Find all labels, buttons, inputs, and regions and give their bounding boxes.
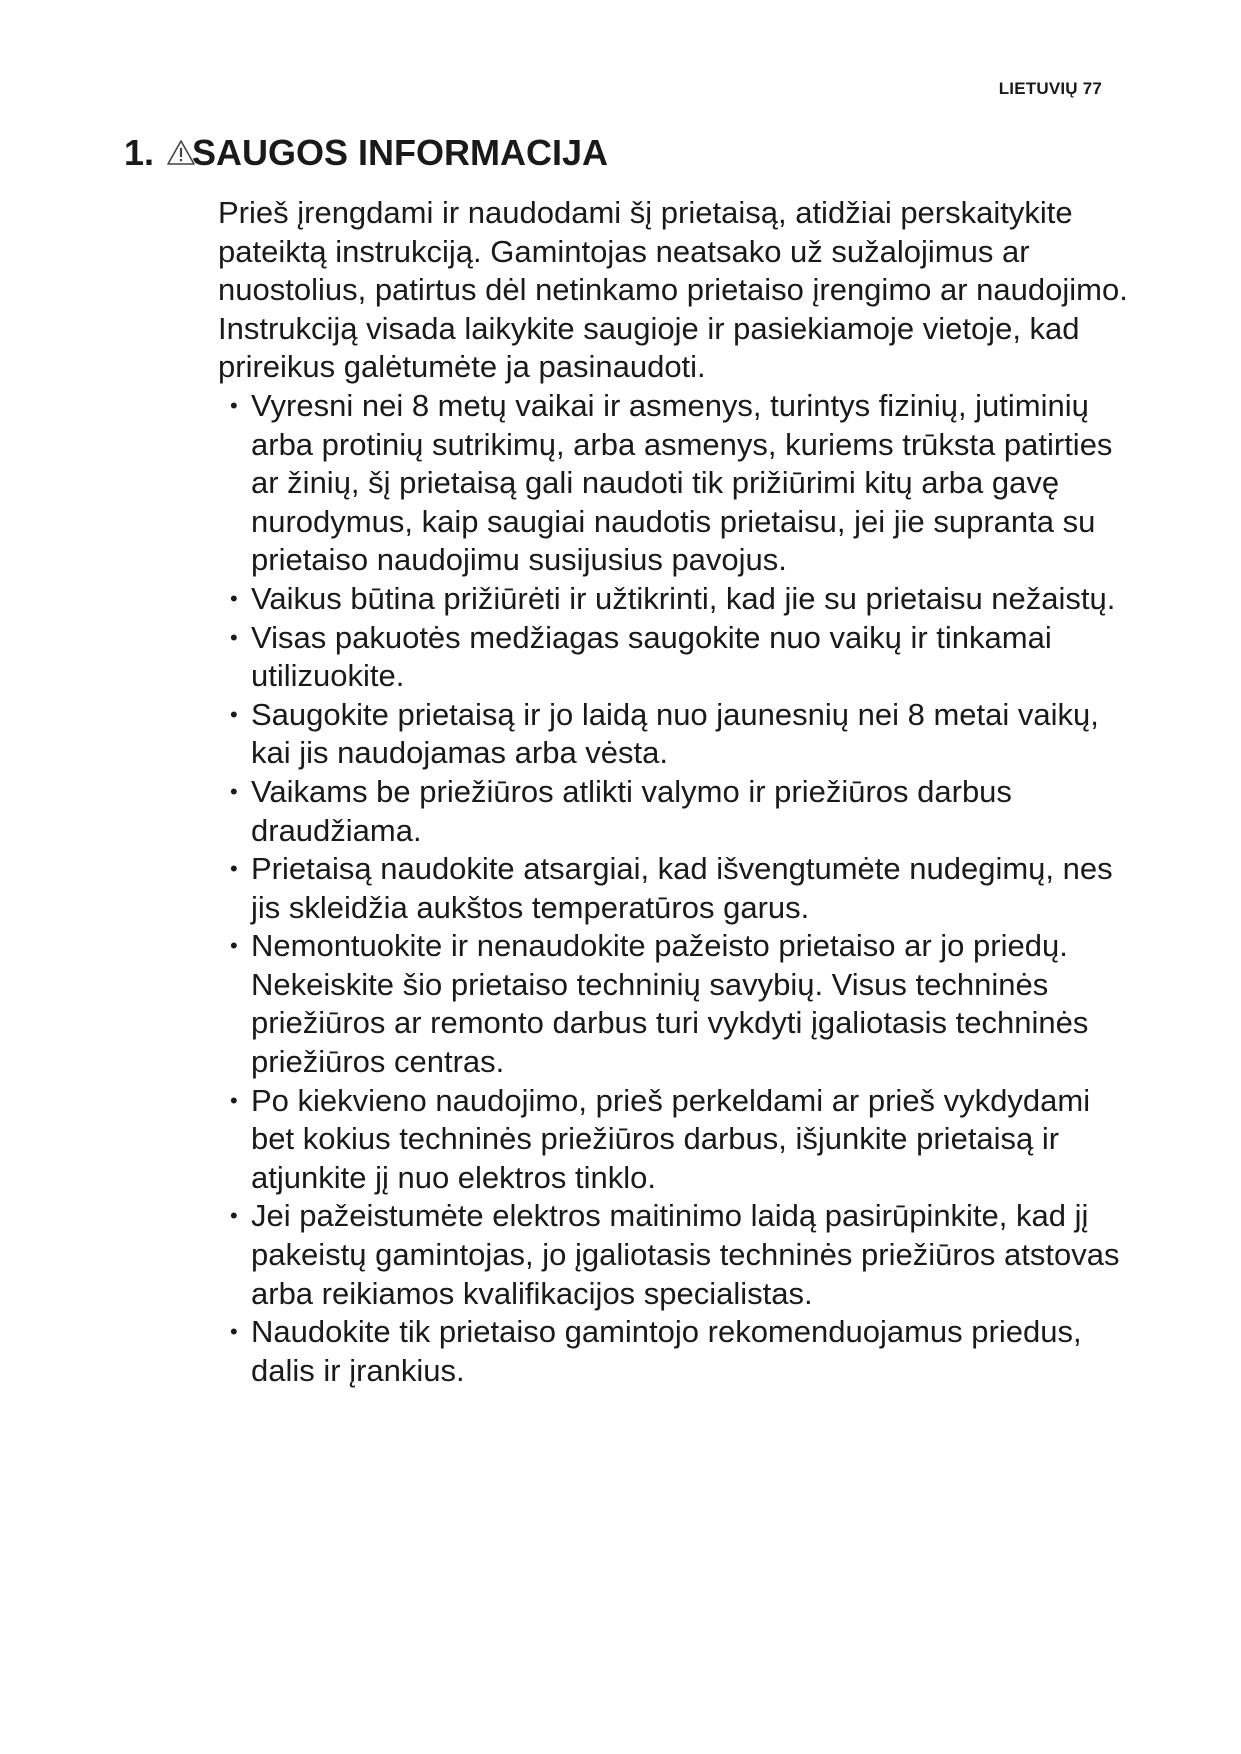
bullet-icon: • [230, 585, 238, 611]
list-item-text: Vaikams be priežiūros atlikti valymo ir priežiūros darbus draudžiama. [251, 773, 1012, 848]
list-item-text: Po kiekvieno naudojimo, prieš perkeldami ar prieš vykdydami bet kokius techninės priežiūros darbus, išjunkite prietaisą ir atjunkite jį nuo elektros tinklo. [251, 1082, 1091, 1195]
list-item-text: Vyresni nei 8 metų vaikai ir asmenys, turintys fizinių, jutiminių arba protinių sutrikimų, arba asmenys, kuriems trūksta patirties ar žinių, šį prietaisą gali naudoti tik prižiūrimi kitų arba gavę nurodymus, kaip saugiai naudotis prietaisu, jei jie supranta su prietaiso naudojimu susijusius pavojus. [251, 387, 1113, 578]
list-item-text: Vaikus būtina prižiūrėti ir užtikrinti, kad jie su prietaisu nežaistų. [251, 580, 1116, 616]
bullet-icon: • [230, 778, 238, 804]
list-item-text: Naudokite tik prietaiso gamintojo rekomenduojamus priedus, dalis ir įrankius. [251, 1314, 1082, 1388]
section-title [124, 131, 608, 175]
list-item-text: Prietaisą naudokite atsargiai, kad išvengtumėte nudegimų, nes jis skleidžia aukštos temperatūros garus. [251, 851, 1113, 925]
list-item-text: Jei pažeistumėte elektros maitinimo laidą pasirūpinkite, kad jį pakeistų gamintojas, jo įgaliotasis techninės priežiūros atstovas arba reikiamos kvalifikacijos specialistas. [251, 1198, 1120, 1311]
list-item [218, 1313, 1138, 1390]
list-item [218, 580, 1138, 619]
bullet-icon: • [230, 1203, 238, 1229]
bullet-icon: • [230, 1319, 238, 1345]
list-item [218, 1082, 1138, 1198]
bullet-icon: • [230, 933, 238, 959]
bullet-icon: • [230, 701, 238, 727]
list-item [218, 773, 1138, 850]
page-header [999, 79, 1102, 99]
bullet-icon: • [230, 624, 238, 650]
list-item-text: Visas pakuotės medžiagas saugokite nuo vaikų ir tinkamai utilizuokite. [251, 619, 1052, 694]
safety-bullet-list [218, 387, 1138, 1390]
list-item-text: Nemontuokite ir nenaudokite pažeisto prietaiso ar jo priedų. Nekeiskite šio prietaiso techninių savybių. Visus techninės priežiūros ar remonto darbus turi vykdyti įgaliotasis techninės priežiūros centras. [251, 928, 1089, 1080]
bullet-icon: • [230, 392, 238, 418]
page-language-number: LIETUVIŲ 77 [998, 79, 1102, 98]
bullet-icon: • [230, 1087, 238, 1113]
section-number: 1. [124, 132, 155, 173]
list-item [218, 850, 1138, 927]
intro-paragraph: Prieš įrengdami ir naudodami šį prietaisą, atidžiai perskaitykite pateiktą instrukciją. Gamintojas neatsako už sužalojimus ar nuostolius, patirtus dėl netinkamo prietaiso įrengimo ar naudojimo. Instrukciją visada laikykite saugioje ir pasiekiamoje vietoje, kad prireikus galėtumėte ja pasinaudoti. [218, 195, 1128, 385]
section-heading-text: SAUGOS INFORMACIJA [192, 132, 609, 173]
list-item [218, 927, 1138, 1081]
list-item-text: Saugokite prietaisą ir jo laidą nuo jaunesnių nei 8 metai vaikų, kai jis naudojamas arba vėsta. [251, 696, 1099, 771]
bullet-icon: • [230, 856, 238, 882]
list-item [218, 387, 1138, 580]
list-item [218, 619, 1138, 696]
list-item [218, 1197, 1138, 1313]
safety-content [218, 194, 1138, 1390]
list-item [218, 696, 1138, 773]
